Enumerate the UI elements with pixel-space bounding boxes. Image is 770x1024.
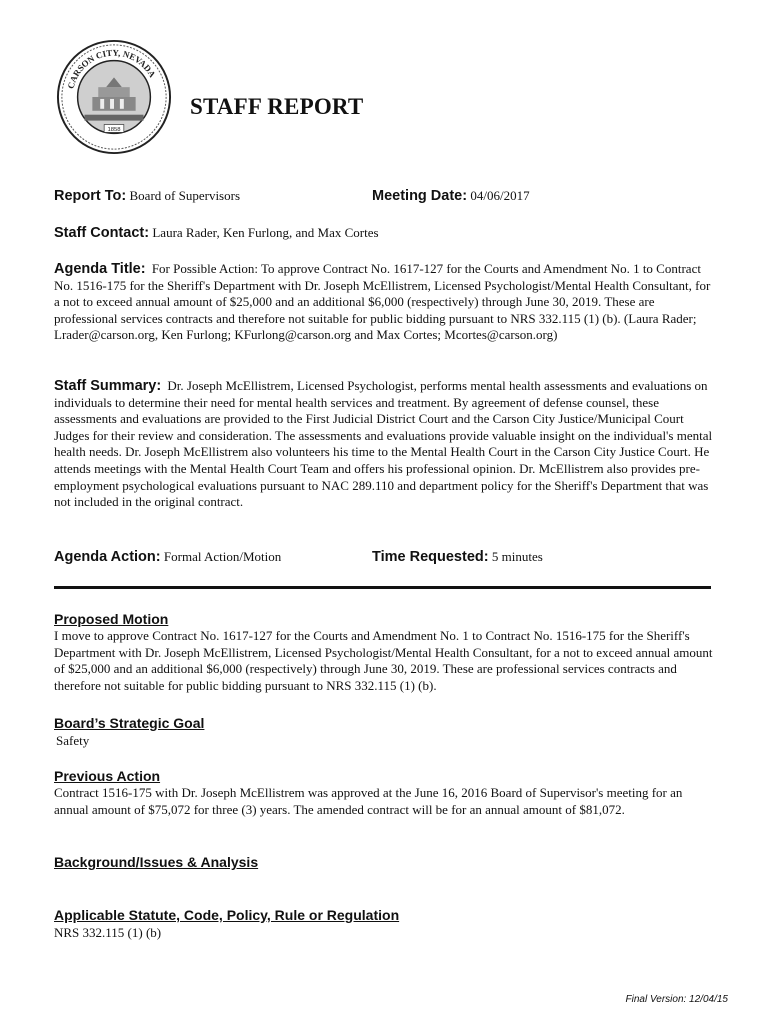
- meeting-date-value: 04/06/2017: [470, 188, 530, 203]
- seal-year: 1858: [107, 126, 121, 133]
- agenda-title-block: [54, 261, 719, 344]
- statute-body: NRS 332.115 (1) (b): [54, 925, 162, 940]
- strategic-goal-heading: Board’s Strategic Goal: [54, 715, 205, 731]
- staff-contact-row: [54, 224, 379, 242]
- agenda-action-value: Formal Action/Motion: [163, 549, 282, 564]
- report-to-row: [54, 187, 240, 205]
- carson-city-seal-icon: [55, 38, 173, 156]
- agenda-action-label: Agenda Action:: [54, 549, 161, 565]
- meeting-date-row: [372, 187, 530, 205]
- agenda-title-text: For Possible Action: To approve Contract No. 1617-127 for the Courts and Amendment No. 1 to Contract No. 1516-175 for the Sheriff's Department with Dr. Joseph McEllistrem, Licensed Psychologist/Mental Health Consultant, for a not to exceed annual amount of $25,000 and an additional $6,000 (respectively) through June 30, 2019. These are professional services contracts and therefore not suitable for public bidding pursuant to NRS 332.115 (1) (b). (Laura Rader; Lrader@carson.org, Ken Furlong; KFurlong@carson.org and Max Cortes; Mcortes@carson.org): [54, 261, 711, 343]
- report-to-value: Board of Supervisors: [129, 188, 241, 203]
- proposed-motion-heading: Proposed Motion: [54, 611, 169, 627]
- statute-heading: Applicable Statute, Code, Policy, Rule or Regulation: [54, 907, 400, 923]
- background-heading: Background/Issues & Analysis: [54, 854, 259, 870]
- agenda-title-label: Agenda Title:: [54, 261, 146, 277]
- strategic-goal-body: Safety: [56, 733, 90, 748]
- staff-contact-value: Laura Rader, Ken Furlong, and Max Cortes: [152, 225, 379, 240]
- time-requested-value: 5 minutes: [491, 549, 543, 564]
- previous-action-body: Contract 1516-175 with Dr. Joseph McEllistrem was approved at the June 16, 2016 Board of Supervisor's meeting for an annual amount of $75,072 for three (3) years. The amended contract will be for an annual amount of $81,072.: [54, 785, 683, 817]
- staff-summary-block: [54, 378, 719, 511]
- meeting-date-label: Meeting Date:: [372, 188, 468, 204]
- svg-text:CARSON CITY, NEVADA: CARSON CITY, NEVADA: [65, 47, 158, 90]
- previous-action-heading: Previous Action: [54, 768, 161, 784]
- proposed-motion-body: I move to approve Contract No. 1617-127 for the Courts and Amendment No. 1 to Contract No. 1516-175 for the Sheriff's Department with Dr. Joseph McEllistrem, Licensed Psychologist/Mental Health Consultant, for a not to exceed annual amount of $25,000 and an additional $6,000 (respectively) through June 30, 2019. These are professional services contracts and therefore not suitable for public bidding pursuant to NRS 332.115 (1) (b).: [54, 628, 713, 693]
- footer-version: Final Version: 12/04/15: [625, 994, 728, 1005]
- report-to-label: Report To:: [54, 188, 127, 204]
- staff-summary-text: Dr. Joseph McEllistrem, Licensed Psychologist, performs mental health assessments and evaluations on individuals to determine their need for mental health services and treatment. By agreement of defense counsel, these assessments and evaluations are provided to the First Judicial District Court and the Carson City Justice/Municipal Court Judges for their review and consideration. The assessments and evaluations provide valuable insight on the individual's mental health needs. Dr. Joseph McEllistrem also volunteers his time to the Mental Health Court in the Carson City Justice Court. He attends meetings with the Mental Health Court Team and offers his professional opinion. Dr. McEllistrem also provides pre-employment psychological evaluations pursuant to NAC 289.110 and department policy for the Sheriff's Department that was not included in the original contract.: [54, 378, 713, 510]
- time-requested-row: [372, 548, 543, 566]
- page-title: STAFF REPORT: [190, 94, 364, 119]
- section-divider: [54, 586, 711, 589]
- staff-contact-label: Staff Contact:: [54, 225, 150, 241]
- time-requested-label: Time Requested:: [372, 549, 489, 565]
- agenda-action-row: [54, 548, 281, 566]
- staff-summary-label: Staff Summary:: [54, 378, 162, 394]
